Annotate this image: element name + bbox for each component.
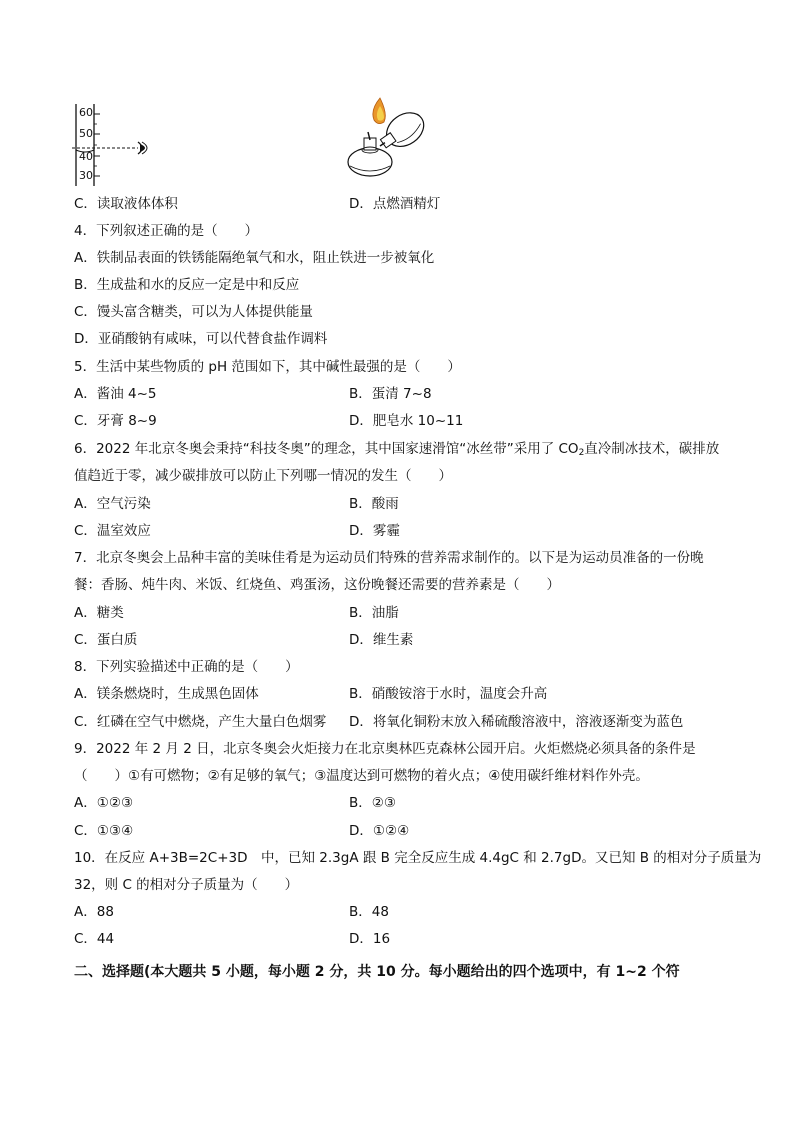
question-6-option-a: A．空气污染 bbox=[74, 496, 151, 512]
question-9-option-a: A．①②③ bbox=[74, 795, 134, 811]
graduated-cylinder-figure bbox=[70, 100, 160, 188]
question-10-stem-line-1: 10．在反应 A+3B=2C+3D 中，已知 2.3gA 跟 B 完全反应生成 4.4gC 和 2.7gD。又已知 B 的相对分子质量为 bbox=[74, 850, 762, 866]
question-6-option-b: B．酸雨 bbox=[349, 496, 399, 512]
tick-label-30: 30 bbox=[79, 169, 93, 182]
question-8-option-c: C．红磷在空气中燃烧，产生大量白色烟雾 bbox=[74, 714, 327, 730]
question-4-option-d: D．亚硝酸钠有咸味，可以代替食盐作调料 bbox=[74, 331, 328, 347]
alcohol-lamp-figure bbox=[340, 94, 440, 186]
question-7-option-d: D．维生素 bbox=[349, 632, 414, 648]
question-7-stem-line-1: 7．北京冬奥会上品种丰富的美味佳肴是为运动员们特殊的营养需求制作的。以下是为运动员准备的一份晚 bbox=[74, 550, 704, 566]
question-6-stem-post: 直冷制冰技术，碳排放 bbox=[584, 441, 720, 457]
question-10-stem-line-2: 32，则 C 的相对分子质量为（ ） bbox=[74, 877, 299, 893]
question-9-option-b: B．②③ bbox=[349, 795, 396, 811]
tick-label-60: 60 bbox=[79, 106, 93, 119]
question-4-stem: 4．下列叙述正确的是（ ） bbox=[74, 223, 259, 239]
question-6-option-c: C．温室效应 bbox=[74, 523, 151, 539]
question-6-stem-line-1 bbox=[74, 439, 719, 463]
tick-label-50: 50 bbox=[79, 127, 93, 140]
question-10-option-a: A．88 bbox=[74, 904, 114, 920]
question-5-stem: 5．生活中某些物质的 pH 范围如下，其中碱性最强的是（ ） bbox=[74, 359, 461, 375]
section-2-heading: 二、选择题(本大题共 5 小题，每小题 2 分，共 10 分。每小题给出的四个选项中，有 1~2 个符 bbox=[74, 964, 680, 980]
question-4-option-c: C．馒头富含糖类，可以为人体提供能量 bbox=[74, 304, 313, 320]
caption-c: C．读取液体体积 bbox=[74, 196, 178, 212]
question-10-option-b: B．48 bbox=[349, 904, 389, 920]
eye-icon bbox=[138, 142, 147, 154]
question-9-option-c: C．①③④ bbox=[74, 823, 134, 839]
question-7-option-b: B．油脂 bbox=[349, 605, 399, 621]
question-5-option-b: B．蛋清 7~8 bbox=[349, 386, 432, 402]
question-9-stem-line-1: 9．2022 年 2 月 2 日，北京冬奥会火炬接力在北京奥林匹克森林公园开启。火炬燃烧必须具备的条件是 bbox=[74, 741, 696, 757]
question-6-stem-pre: 6．2022 年北京冬奥会秉持“科技冬奥”的理念，其中国家速滑馆“冰丝带”采用了 CO bbox=[74, 441, 579, 457]
question-7-option-c: C．蛋白质 bbox=[74, 632, 138, 648]
question-4-option-a: A．铁制品表面的铁锈能隔绝氧气和水，阻止铁进一步被氧化 bbox=[74, 250, 435, 266]
question-8-option-a: A．镁条燃烧时，生成黑色固体 bbox=[74, 686, 259, 702]
question-4-option-b: B．生成盐和水的反应一定是中和反应 bbox=[74, 277, 300, 293]
question-8-stem: 8．下列实验描述中正确的是（ ） bbox=[74, 659, 299, 675]
question-5-option-a: A．酱油 4~5 bbox=[74, 386, 157, 402]
caption-d: D．点燃酒精灯 bbox=[349, 196, 441, 212]
question-10-option-c: C．44 bbox=[74, 931, 115, 947]
question-6-option-d: D．雾霾 bbox=[349, 523, 400, 539]
question-9-option-d: D．①②④ bbox=[349, 823, 410, 839]
question-8-option-d: D．将氧化铜粉末放入稀硫酸溶液中，溶液逐渐变为蓝色 bbox=[349, 714, 684, 730]
flame-icon bbox=[373, 98, 385, 124]
question-5-option-d: D．肥皂水 10~11 bbox=[349, 413, 464, 429]
question-8-option-b: B．硝酸铵溶于水时，温度会升高 bbox=[349, 686, 548, 702]
question-7-stem-line-2: 餐：香肠、炖牛肉、米饭、红烧鱼、鸡蛋汤，这份晚餐还需要的营养素是（ ） bbox=[74, 577, 560, 593]
question-6-stem-line-2: 值趋近于零，减少碳排放可以防止下列哪一情况的发生（ ） bbox=[74, 468, 452, 484]
question-5-option-c: C．牙膏 8~9 bbox=[74, 413, 157, 429]
tick-label-40: 40 bbox=[79, 150, 93, 163]
alcohol-lamp-drawing bbox=[340, 94, 440, 186]
question-10-option-d: D．16 bbox=[349, 931, 391, 947]
question-7-option-a: A．糖类 bbox=[74, 605, 124, 621]
co2-subscript: 2 bbox=[578, 448, 585, 458]
question-9-stem-line-2: （ ）①有可燃物；②有足够的氧气；③温度达到可燃物的着火点；④使用碳纤维材料作外壳。 bbox=[74, 768, 649, 784]
